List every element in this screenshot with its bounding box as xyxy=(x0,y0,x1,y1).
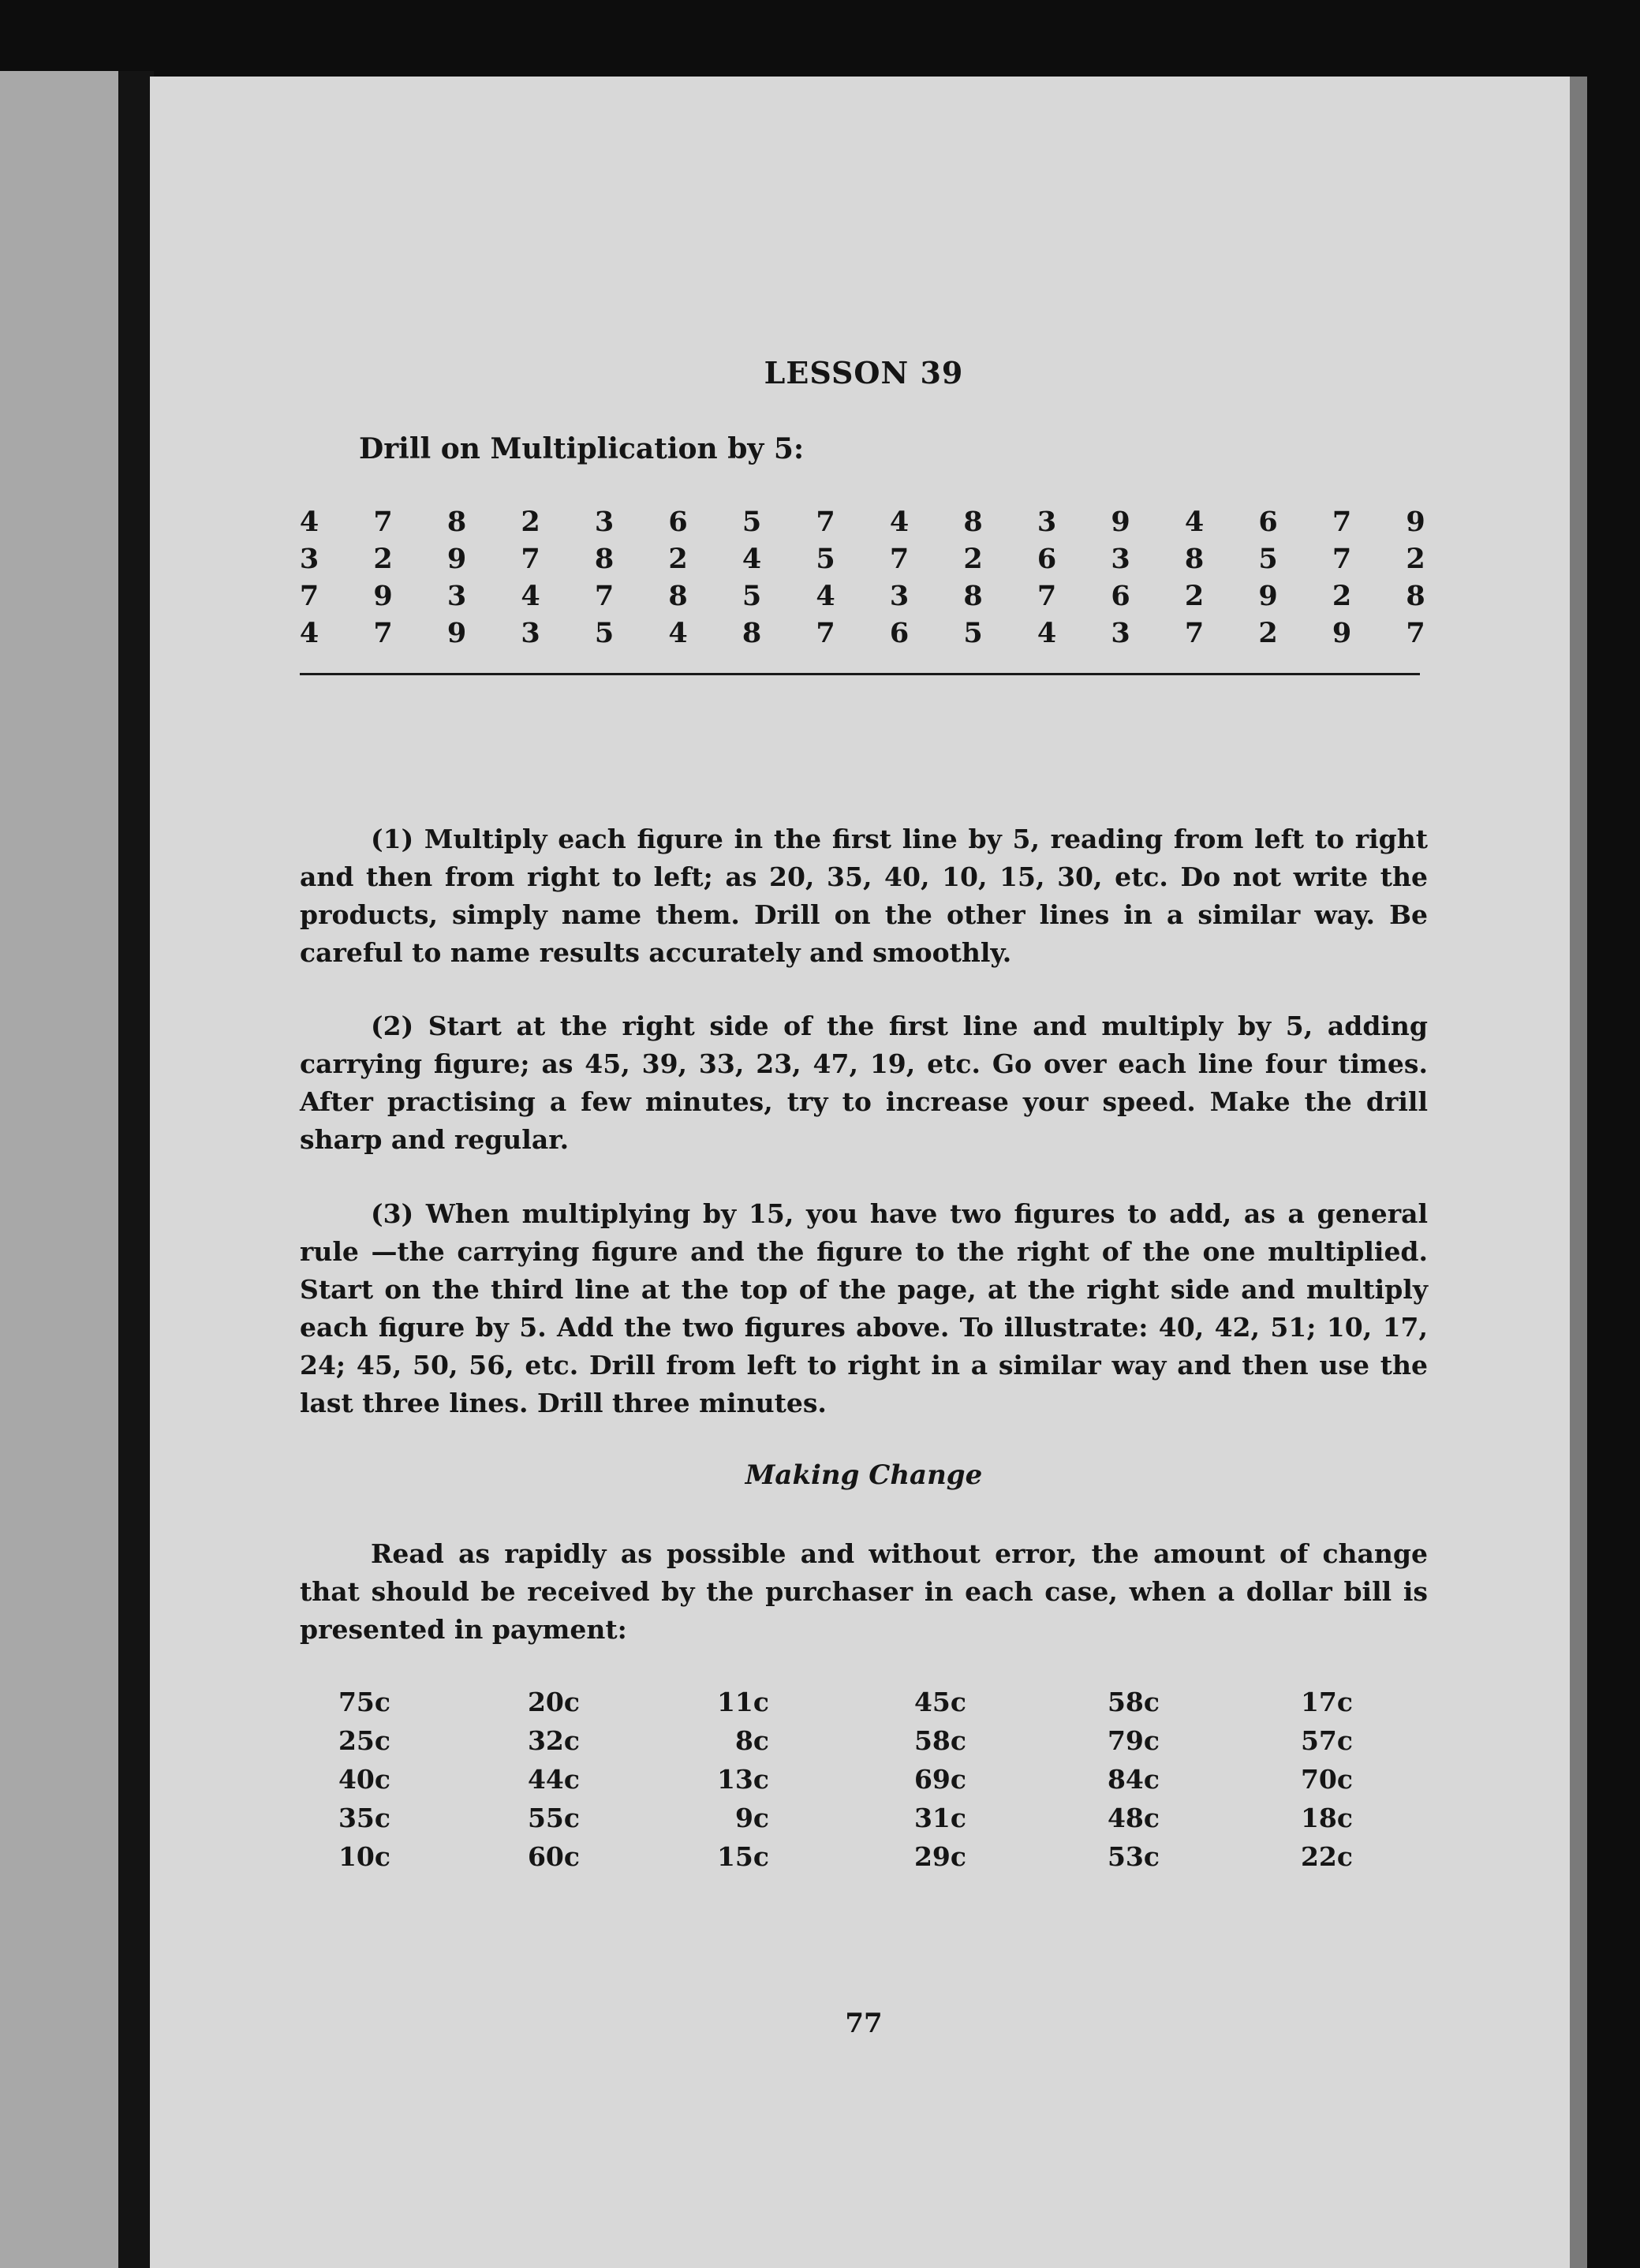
change-amount: 31c xyxy=(913,1803,966,1833)
drill-digit: 2 xyxy=(1406,543,1425,575)
drill-digit: 7 xyxy=(816,506,835,538)
drill-digit: 7 xyxy=(1332,506,1352,538)
change-amount: 35c xyxy=(338,1803,390,1833)
drill-digit: 8 xyxy=(963,580,983,612)
change-amount: 9c xyxy=(734,1803,769,1833)
left-page-edge xyxy=(0,71,118,2268)
drill-digit: 5 xyxy=(742,580,762,612)
drill-digit: 2 xyxy=(1258,617,1278,649)
drill-digit: 5 xyxy=(594,617,615,649)
change-amount: 11c xyxy=(716,1687,769,1717)
drill-digit: 8 xyxy=(963,506,983,538)
change-row xyxy=(300,1683,1428,1721)
drill-digit: 4 xyxy=(816,580,835,612)
drill-digit: 2 xyxy=(668,543,688,575)
change-amount: 57c xyxy=(1300,1725,1353,1756)
drill-digit: 9 xyxy=(1406,506,1425,538)
drill-row xyxy=(299,577,1425,615)
drill-digit: 2 xyxy=(963,543,983,575)
change-amount: 45c xyxy=(913,1687,966,1717)
drill-digit: 4 xyxy=(668,617,688,649)
making-change-title: Making Change xyxy=(745,1459,983,1491)
drill-digit: 3 xyxy=(1037,506,1057,538)
drill-digit: 4 xyxy=(299,617,319,649)
change-amount: 60c xyxy=(527,1841,580,1872)
change-amount: 58c xyxy=(1107,1687,1160,1717)
drill-digit: 5 xyxy=(963,617,983,649)
lesson-title: LESSON 39 xyxy=(764,355,964,390)
drill-digit: 9 xyxy=(1332,617,1352,649)
drill-digit: 7 xyxy=(594,580,615,612)
change-amount: 84c xyxy=(1107,1764,1160,1795)
drill-digit: 7 xyxy=(299,580,319,612)
drill-digit: 7 xyxy=(1184,617,1205,649)
drill-digit: 8 xyxy=(742,617,762,649)
drill-digit: 3 xyxy=(299,543,319,575)
change-amount: 8c xyxy=(734,1725,769,1756)
drill-digit: 7 xyxy=(816,617,835,649)
drill-digit: 9 xyxy=(446,543,467,575)
drill-digit: 5 xyxy=(1258,543,1278,575)
change-amount: 10c xyxy=(338,1841,390,1872)
drill-digit: 5 xyxy=(816,543,835,575)
drill-digit: 7 xyxy=(1332,543,1352,575)
change-amount: 40c xyxy=(338,1764,390,1795)
change-grid xyxy=(300,1683,1428,1876)
drill-digit: 8 xyxy=(668,580,688,612)
drill-digit: 4 xyxy=(889,506,910,538)
change-amount: 32c xyxy=(527,1725,580,1756)
change-amount: 75c xyxy=(338,1687,390,1717)
drill-digit: 7 xyxy=(1406,617,1425,649)
drill-rule xyxy=(300,673,1420,675)
drill-digit: 8 xyxy=(1184,543,1205,575)
drill-digit: 2 xyxy=(521,506,540,538)
drill-digit: 8 xyxy=(446,506,467,538)
drill-digit: 8 xyxy=(1406,580,1425,612)
change-amount: 20c xyxy=(527,1687,580,1717)
change-amount: 17c xyxy=(1300,1687,1353,1717)
drill-digit: 2 xyxy=(1332,580,1352,612)
change-amount: 13c xyxy=(716,1764,769,1795)
drill-digit: 2 xyxy=(1184,580,1205,612)
drill-digit: 4 xyxy=(1037,617,1057,649)
page-right-edge xyxy=(1570,77,1587,2268)
book-gutter xyxy=(118,71,154,2268)
change-amount: 48c xyxy=(1107,1803,1160,1833)
drill-digit: 2 xyxy=(373,543,393,575)
change-row xyxy=(300,1799,1428,1837)
drill-digit: 6 xyxy=(889,617,910,649)
drill-digit: 3 xyxy=(594,506,615,538)
change-amount: 79c xyxy=(1107,1725,1160,1756)
change-row xyxy=(300,1721,1428,1760)
page-content xyxy=(300,0,1428,2268)
drill-digit: 6 xyxy=(668,506,688,538)
change-row xyxy=(300,1760,1428,1799)
drill-digit: 3 xyxy=(1111,543,1130,575)
drill-digit: 7 xyxy=(889,543,910,575)
drill-digit: 9 xyxy=(373,580,393,612)
drill-row xyxy=(299,503,1425,540)
drill-grid xyxy=(299,503,1425,652)
instruction-2: (2) Start at the right side of the first line and multiply by 5, adding carrying figure; as 45, 39, 33, 23, 47, 19, etc. Go over each line four times. After practising a few minutes, try to increase your speed. Make the drill sharp and regular. xyxy=(300,1011,1428,1155)
drill-digit: 4 xyxy=(521,580,540,612)
drill-digit: 3 xyxy=(889,580,910,612)
drill-digit: 5 xyxy=(742,506,762,538)
drill-row xyxy=(299,615,1425,652)
drill-digit: 9 xyxy=(446,617,467,649)
instruction-3: (3) When multiplying by 15, you have two figures to add, as a general rule —the carrying figure and the figure to the right of the one multiplied. Start on the third line at the top of the page, at the right side and multiply each figure by 5. Add the two figures above. To illustrate: 40, 42, 51; 10, 17, 24; 45, 50, 56, etc. Drill from left to right in a similar way and then use the last three lines. Drill three minutes. xyxy=(300,1198,1428,1418)
change-row xyxy=(300,1837,1428,1876)
change-amount: 44c xyxy=(527,1764,580,1795)
drill-digit: 9 xyxy=(1258,580,1278,612)
drill-digit: 4 xyxy=(742,543,762,575)
drill-digit: 3 xyxy=(521,617,540,649)
drill-digit: 9 xyxy=(1111,506,1130,538)
change-amount: 69c xyxy=(913,1764,966,1795)
drill-digit: 3 xyxy=(446,580,467,612)
drill-heading: Drill on Multiplication by 5: xyxy=(359,432,805,465)
drill-row xyxy=(299,540,1425,577)
drill-digit: 8 xyxy=(594,543,615,575)
change-amount: 25c xyxy=(338,1725,390,1756)
change-amount: 15c xyxy=(716,1841,769,1872)
change-amount: 22c xyxy=(1300,1841,1353,1872)
change-amount: 55c xyxy=(527,1803,580,1833)
drill-digit: 6 xyxy=(1037,543,1057,575)
drill-digit: 7 xyxy=(1037,580,1057,612)
drill-digit: 6 xyxy=(1111,580,1130,612)
drill-digit: 4 xyxy=(299,506,319,538)
drill-digit: 7 xyxy=(373,506,393,538)
drill-digit: 6 xyxy=(1258,506,1278,538)
change-amount: 29c xyxy=(913,1841,966,1872)
change-amount: 58c xyxy=(913,1725,966,1756)
drill-digit: 7 xyxy=(373,617,393,649)
drill-digit: 4 xyxy=(1184,506,1205,538)
page-number: 77 xyxy=(845,2008,883,2039)
making-change-instruction: Read as rapidly as possible and without error, the amount of change that should be received by the purchaser in each case, when a dollar bill is presented in payment: xyxy=(300,1538,1428,1645)
drill-digit: 3 xyxy=(1111,617,1130,649)
instruction-1: (1) Multiply each figure in the first line by 5, reading from left to right and then from right to left; as 20, 35, 40, 10, 15, 30, etc. Do not write the products, simply name them. Drill on the other lines in a similar way. Be careful to name results accurately and smoothly. xyxy=(300,824,1428,968)
change-amount: 18c xyxy=(1300,1803,1353,1833)
change-amount: 70c xyxy=(1300,1764,1353,1795)
change-amount: 53c xyxy=(1107,1841,1160,1872)
drill-digit: 7 xyxy=(521,543,540,575)
